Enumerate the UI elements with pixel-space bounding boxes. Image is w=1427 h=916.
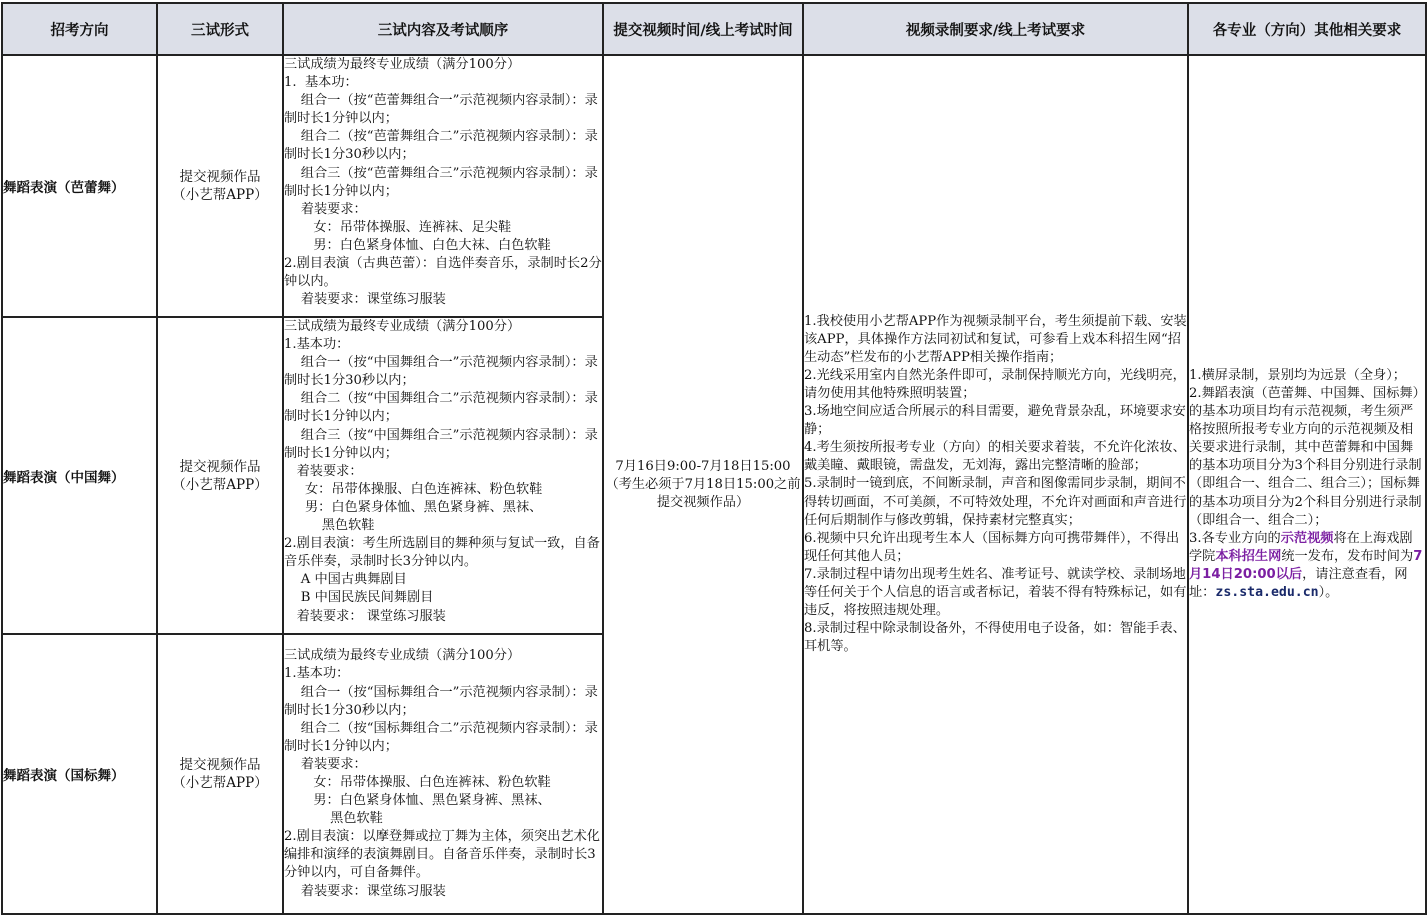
other-item: [1189, 530, 1425, 602]
direction-cell: 舞蹈表演（国标舞）: [2, 634, 157, 914]
content-line: 男：白色紧身体恤、黑色紧身裤、黑袜、: [284, 793, 551, 809]
content-line: 着装要求：: [284, 201, 367, 217]
content-line: 组合一（按“中国舞组合一”示范视频内容录制）：录制时长1分30秒以内；: [284, 355, 598, 389]
content-line: 组合三（按“中国舞组合三”示范视频内容录制）：录制时长1分钟以内；: [284, 427, 598, 461]
content-line: 1.基本功：: [284, 666, 350, 682]
other-text: ，请注意查看，网址：: [1189, 566, 1408, 601]
time-note: （考生必须于7月18日15:00之前提交视频作品）: [605, 476, 801, 510]
header-direction: 招考方向: [2, 3, 157, 55]
requirement-item: 1.我校使用小艺帮APP作为视频录制平台，考生须提前下载、安装该APP，具体操作方法同初试和复试，可参看上戏本科招生网“招生动态”栏发布的小艺帮APP相关操作指南；: [804, 313, 1187, 365]
other-item: 1.横屏录制，景别均为远景（全身）；: [1189, 367, 1406, 383]
header-requirements: 视频录制要求/线上考试要求: [803, 3, 1188, 55]
header-other: 各专业（方向）其他相关要求: [1188, 3, 1426, 55]
highlight-demo-video: 示范视频: [1280, 530, 1334, 546]
other-item: 2.舞蹈表演（芭蕾舞、中国舞、国标舞）的基本功项目均有示范视频，考生须严格按照所报考专业方向的示范视频及相关要求进行录制，其中芭蕾舞和中国舞的基本功项目分为3个科目分别进行录制（即组合一、组合二、组合三）；国标舞的基本功项目分为2个科目分别进行录制（即组合一、组合二）；: [1189, 385, 1422, 528]
time-cell: [603, 55, 803, 914]
time-range: 7月16日9:00-7月18日15:00: [615, 458, 791, 474]
content-cell: [283, 634, 603, 914]
other-text: ）。: [1318, 585, 1339, 601]
requirement-item: 6.视频中只允许出现考生本人（国标舞方向可携带舞伴），不得出现任何其他人员；: [804, 530, 1180, 564]
content-line: A 中国古典舞剧目: [284, 572, 407, 588]
content-line: 组合二（按“芭蕾舞组合二”示范视频内容录制）：录制时长1分30秒以内；: [284, 129, 598, 163]
other-text: 3.各专业方向的: [1189, 530, 1281, 546]
requirement-item: 5.录制时一镜到底，不间断录制，声音和图像需同步录制，期间不得转切画面，不可美颜，不可特效处理，不允许对画面和声音进行任何后期制作与修改剪辑，保持素材完整真实；: [804, 476, 1187, 528]
content-line: 女：吊带体操服、白色连裤袜、粉色软鞋: [284, 481, 543, 497]
form-line: 提交视频作品: [179, 169, 261, 185]
content-line: 黑色软鞋: [284, 811, 383, 827]
form-line: 提交视频作品: [179, 757, 261, 773]
content-line: 女：吊带体操服、连裤袜、足尖鞋: [284, 219, 512, 235]
header-row: [2, 3, 1426, 55]
content-line: 女：吊带体操服、白色连裤袜、粉色软鞋: [284, 775, 551, 790]
form-line: （小艺帮APP）: [172, 187, 268, 203]
header-form: 三试形式: [157, 3, 283, 55]
content-line: 1.基本功：: [284, 337, 350, 353]
content-line: 组合一（按“国标舞组合一”示范视频内容录制）：录制时长1分30秒以内；: [284, 684, 598, 718]
content-line: 男：白色紧身体恤、黑色紧身裤、黑袜、: [284, 499, 543, 515]
other-text: 统一发布，发布时间为: [1281, 548, 1414, 564]
highlight-admission-site: 本科招生网: [1215, 548, 1282, 564]
content-line: 2.剧目表演：以摩登舞或拉丁舞为主体，须突出艺术化编排和演绎的表演舞剧目。自备音乐伴奏，录制时长3分钟以内，可自备舞伴。: [284, 829, 600, 881]
form-cell: [157, 55, 283, 317]
content-line: 组合二（按“中国舞组合二”示范视频内容录制）：录制时长1分钟以内；: [284, 391, 598, 425]
content-line: 着装要求： 课堂练习服装: [284, 608, 446, 624]
content-line: 男：白色紧身体恤、白色大袜、白色软鞋: [284, 237, 551, 253]
requirement-item: 3.场地空间应适合所展示的科目需要，避免背景杂乱，环境要求安静；: [804, 404, 1186, 438]
header-content: 三试内容及考试顺序: [283, 3, 603, 55]
form-line: （小艺帮APP）: [172, 775, 268, 791]
content-line: 着装要求：课堂练习服装: [284, 883, 446, 899]
content-line: 组合二（按“国标舞组合二”示范视频内容录制）：录制时长1分钟以内；: [284, 720, 598, 754]
direction-cell: 舞蹈表演（芭蕾舞）: [2, 55, 157, 317]
content-line: 组合一（按“芭蕾舞组合一”示范视频内容录制）：录制时长1分钟以内；: [284, 93, 598, 127]
content-cell: [283, 55, 603, 317]
content-line: 着装要求：: [284, 756, 367, 772]
requirement-item: 7.录制过程中请勿出现考生姓名、准考证号、就读学校、录制场地等任何关于个人信息的语言或者标记，着装不得有特殊标记，如有违反，将按照违规处理。: [804, 566, 1187, 619]
direction-cell: 舞蹈表演（中国舞）: [2, 317, 157, 634]
website-link[interactable]: zs.sta.edu.cn: [1215, 585, 1319, 601]
table-row: [2, 55, 1426, 317]
content-line: B 中国民族民间舞剧目: [284, 590, 434, 606]
highlight-release-time: 7月14日20:00以后: [1189, 548, 1423, 582]
requirements-cell: [803, 55, 1188, 914]
content-cell: [283, 317, 603, 634]
requirement-item: 4.考生须按所报考专业（方向）的相关要求着装，不允许化浓妆、戴美瞳、戴眼镜，需盘发，无刘海，露出完整清晰的脸部；: [804, 440, 1186, 474]
content-line: 组合三（按“芭蕾舞组合三”示范视频内容录制）：录制时长1分钟以内；: [284, 165, 598, 199]
content-line: 黑色软鞋: [284, 518, 375, 534]
content-line: 着装要求：课堂练习服装: [284, 292, 446, 308]
form-cell: [157, 634, 283, 914]
content-line: 着装要求：: [284, 463, 363, 479]
requirement-item: 2.光线采用室内自然光条件即可，录制保持顺光方向，光线明亮，请勿使用其他特殊照明装置；: [804, 367, 1186, 401]
admission-table: [1, 2, 1427, 915]
content-line: 三试成绩为最终专业成绩（满分100分）: [284, 319, 521, 334]
form-line: （小艺帮APP）: [172, 476, 268, 493]
header-time: 提交视频时间/线上考试时间: [603, 3, 803, 55]
content-line: 1. 基本功：: [284, 75, 358, 91]
content-line: 三试成绩为最终专业成绩（满分100分）: [284, 57, 521, 72]
content-line: 2.剧目表演（古典芭蕾）：自选伴奏音乐，录制时长2分钟以内。: [284, 256, 602, 290]
content-line: 2.剧目表演：考生所选剧目的舞种须与复试一致，自备音乐伴奏，录制时长3分钟以内。: [284, 536, 600, 570]
form-line: 提交视频作品: [179, 458, 261, 475]
other-text: 将在上海戏剧学院: [1189, 530, 1413, 564]
other-cell: [1188, 55, 1426, 914]
requirement-item: 8.录制过程中除录制设备外，不得使用电子设备，如：智能手表、耳机等。: [804, 621, 1186, 655]
form-cell: [157, 317, 283, 634]
content-line: 三试成绩为最终专业成绩（满分100分）: [284, 648, 521, 664]
